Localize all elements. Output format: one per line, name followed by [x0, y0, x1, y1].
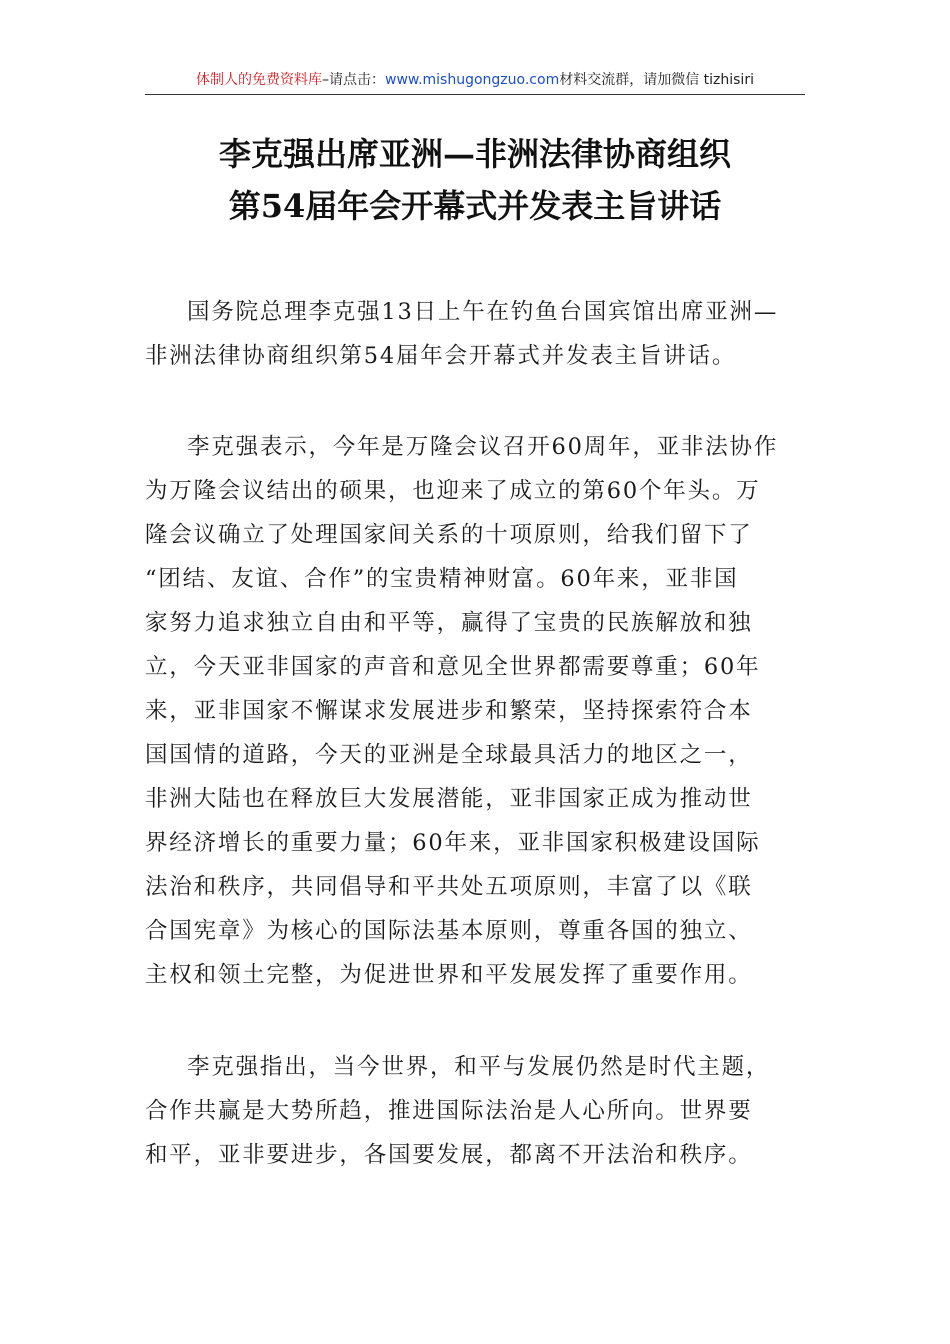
paragraph-line: 主权和领土完整，为促进世界和平发展发挥了重要作用。 — [145, 962, 753, 988]
paragraph-line: 非洲大陆也在释放巨大发展潜能，亚非国家正成为推动世 — [145, 786, 753, 812]
header-note: 材料交流群，请加微信 tizhisiri — [559, 72, 754, 88]
paragraph-line: 为万隆会议结出的硕果，也迎来了成立的第60个年头。万 — [145, 478, 761, 504]
header-site-name[interactable]: 体制人的免费资料库 — [196, 72, 323, 88]
paragraph-line: 家努力追求独立自由和平等，赢得了宝贵的民族解放和独 — [145, 610, 753, 636]
paragraph-line: 法治和秩序，共同倡导和平共处五项原则，丰富了以《联 — [145, 874, 753, 900]
paragraph-line: 李克强指出，当今世界，和平与发展仍然是时代主题， — [187, 1054, 771, 1080]
paragraph-line: 界经济增长的重要力量；60年来，亚非国家积极建设国际 — [145, 830, 761, 856]
paragraph-line: 李克强表示，今年是万隆会议召开60周年，亚非法协作 — [187, 434, 779, 460]
title-line-1: 李克强出席亚洲—非洲法律协商组织 — [218, 135, 731, 173]
paragraph-line: 和平，亚非要进步，各国要发展，都离不开法治和秩序。 — [145, 1142, 753, 1168]
paragraph-line: 合国宪章》为核心的国际法基本原则，尊重各国的独立、 — [145, 918, 753, 944]
paragraph-line: 国国情的道路，今天的亚洲是全球最具活力的地区之一， — [145, 742, 753, 768]
paragraph-line: 隆会议确立了处理国家间关系的十项原则，给我们留下了 — [145, 522, 753, 548]
paragraph-line: 国务院总理李克强13日上午在钓鱼台国宾馆出席亚洲— — [187, 299, 779, 325]
paragraph-line: 非洲法律协商组织第54届年会开幕式并发表主旨讲话。 — [145, 343, 737, 369]
paragraph-3 — [145, 1045, 805, 1177]
paragraph-line: “团结、友谊、合作”的宝贵精神财富。60年来，亚非国 — [145, 566, 739, 592]
page-header — [145, 66, 805, 95]
paragraph-1 — [145, 290, 805, 378]
title-line-2: 第54届年会开幕式并发表主旨讲话 — [228, 187, 722, 225]
paragraph-line: 立，今天亚非国家的声音和意见全世界都需要尊重；60年 — [145, 654, 761, 680]
document-title — [100, 128, 850, 232]
paragraph-line: 来，亚非国家不懈谋求发展进步和繁荣，坚持探索符合本 — [145, 698, 753, 724]
header-prompt: –请点击： — [322, 72, 386, 88]
paragraph-2 — [145, 425, 805, 997]
paragraph-line: 合作共赢是大势所趋，推进国际法治是人心所向。世界要 — [145, 1098, 753, 1124]
header-url-link[interactable]: www.mishugongzuo.com — [385, 72, 560, 88]
